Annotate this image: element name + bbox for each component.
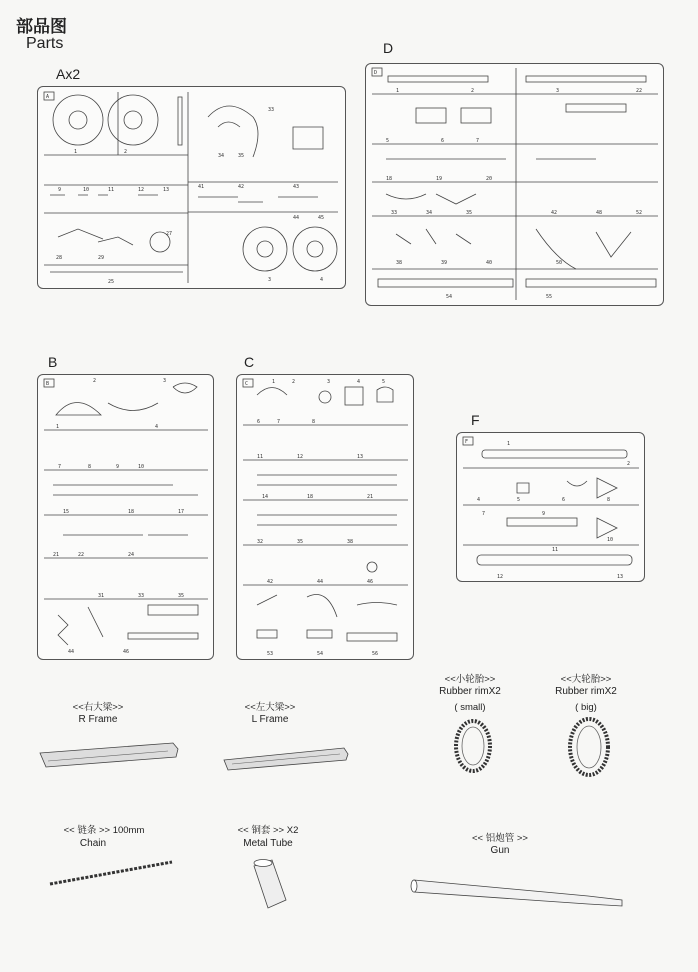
svg-text:6: 6 <box>562 497 566 503</box>
svg-text:31: 31 <box>98 593 105 599</box>
l-frame-en: L Frame <box>251 714 289 725</box>
metal-tube-cn: << 铜套 >> X2 <box>237 825 299 836</box>
svg-text:42: 42 <box>551 210 558 216</box>
svg-text:11: 11 <box>108 187 115 193</box>
svg-text:33: 33 <box>138 593 145 599</box>
svg-text:4: 4 <box>477 497 481 503</box>
svg-text:1: 1 <box>74 149 78 155</box>
gun-cn: << 铝炮管 >> <box>472 833 528 844</box>
svg-text:10: 10 <box>607 537 614 543</box>
svg-text:35: 35 <box>466 210 473 216</box>
svg-text:8: 8 <box>607 497 611 503</box>
rubber-big-en: Rubber rimX2 <box>555 686 617 697</box>
svg-text:38: 38 <box>396 260 403 266</box>
svg-text:10: 10 <box>83 187 90 193</box>
svg-text:34: 34 <box>426 210 433 216</box>
chain-cn: << 链条 >> 100mm <box>63 825 145 836</box>
r-frame-drawing <box>38 735 180 769</box>
svg-text:9: 9 <box>542 511 546 517</box>
svg-text:B: B <box>46 381 50 387</box>
svg-text:43: 43 <box>293 184 300 190</box>
svg-text:12: 12 <box>497 574 504 580</box>
svg-text:3: 3 <box>327 379 331 385</box>
svg-text:20: 20 <box>486 176 493 182</box>
svg-text:5: 5 <box>386 138 390 144</box>
rubber-small-en: Rubber rimX2 <box>439 686 501 697</box>
svg-text:45: 45 <box>318 215 325 221</box>
svg-text:46: 46 <box>367 579 374 585</box>
svg-text:2: 2 <box>292 379 296 385</box>
sprue-b <box>37 374 214 660</box>
rubber-big-ring <box>566 716 612 778</box>
svg-text:22: 22 <box>78 552 85 558</box>
svg-text:3: 3 <box>268 277 272 283</box>
svg-text:13: 13 <box>357 454 364 460</box>
svg-text:56: 56 <box>372 651 379 657</box>
sprue-a <box>37 86 346 289</box>
sprue-a-label: Ax2 <box>56 66 81 82</box>
sprue-f <box>456 432 645 582</box>
svg-text:D: D <box>374 70 378 76</box>
svg-text:10: 10 <box>138 464 145 470</box>
metal-tube-drawing <box>248 856 292 914</box>
svg-text:11: 11 <box>257 454 264 460</box>
svg-text:21: 21 <box>367 494 374 500</box>
l-frame-cn: <<左大梁>> <box>244 702 296 713</box>
svg-text:46: 46 <box>123 649 130 655</box>
svg-text:2: 2 <box>471 88 475 94</box>
svg-text:6: 6 <box>441 138 445 144</box>
svg-text:44: 44 <box>293 215 300 221</box>
svg-text:19: 19 <box>436 176 443 182</box>
svg-text:33: 33 <box>391 210 398 216</box>
svg-text:9: 9 <box>116 464 120 470</box>
svg-text:13: 13 <box>163 187 170 193</box>
svg-text:40: 40 <box>486 260 493 266</box>
svg-text:29: 29 <box>98 255 105 261</box>
sprue-c-label: C <box>244 354 255 370</box>
svg-text:7: 7 <box>277 419 281 425</box>
svg-text:13: 13 <box>617 574 624 580</box>
svg-text:39: 39 <box>441 260 448 266</box>
svg-text:7: 7 <box>476 138 480 144</box>
l-frame-drawing <box>222 740 350 774</box>
svg-text:34: 34 <box>218 153 225 159</box>
svg-text:4: 4 <box>155 424 159 430</box>
svg-text:42: 42 <box>267 579 274 585</box>
svg-text:2: 2 <box>124 149 128 155</box>
svg-text:3: 3 <box>163 378 167 384</box>
rubber-big-size: ( big) <box>575 702 597 713</box>
sprue-b-label: B <box>48 354 58 370</box>
svg-text:21: 21 <box>53 552 60 558</box>
rubber-small-ring <box>452 718 494 774</box>
svg-text:24: 24 <box>128 552 135 558</box>
svg-text:52: 52 <box>636 210 643 216</box>
svg-text:35: 35 <box>297 539 304 545</box>
svg-text:4: 4 <box>320 277 324 283</box>
svg-text:1: 1 <box>272 379 276 385</box>
svg-text:C: C <box>245 381 249 387</box>
sprue-c-drawing <box>237 375 413 659</box>
sprue-d <box>365 63 664 306</box>
svg-text:38: 38 <box>347 539 354 545</box>
rubber-big-cn: <<大轮胎>> <box>560 674 612 685</box>
svg-text:42: 42 <box>238 184 245 190</box>
sprue-b-drawing <box>38 375 213 659</box>
svg-text:11: 11 <box>552 547 559 553</box>
svg-text:17: 17 <box>178 509 185 515</box>
svg-text:35: 35 <box>238 153 245 159</box>
sprue-a-drawing <box>38 87 345 288</box>
svg-text:35: 35 <box>178 593 185 599</box>
page-title-en: Parts <box>26 35 64 52</box>
svg-text:14: 14 <box>262 494 269 500</box>
r-frame-en: R Frame <box>78 714 118 725</box>
metal-tube-en: Metal Tube <box>243 838 293 849</box>
r-frame-cn: <<右大梁>> <box>72 702 124 713</box>
svg-text:50: 50 <box>556 260 563 266</box>
svg-text:28: 28 <box>56 255 63 261</box>
svg-text:15: 15 <box>63 509 70 515</box>
svg-text:44: 44 <box>68 649 75 655</box>
svg-text:1: 1 <box>56 424 60 430</box>
rubber-small-cn: <<小轮胎>> <box>444 674 496 685</box>
svg-text:32: 32 <box>257 539 264 545</box>
sprue-d-drawing <box>366 64 663 305</box>
rubber-small-size: ( small) <box>454 702 486 713</box>
svg-text:33: 33 <box>268 107 275 113</box>
svg-text:48: 48 <box>596 210 603 216</box>
svg-text:12: 12 <box>138 187 145 193</box>
svg-text:8: 8 <box>312 419 316 425</box>
sprue-d-label: D <box>383 40 394 56</box>
svg-text:5: 5 <box>382 379 386 385</box>
sprue-f-label: F <box>471 412 480 428</box>
svg-text:18: 18 <box>307 494 314 500</box>
svg-text:8: 8 <box>88 464 92 470</box>
svg-text:18: 18 <box>386 176 393 182</box>
svg-text:54: 54 <box>446 294 453 300</box>
svg-text:44: 44 <box>317 579 324 585</box>
chain-en: Chain <box>79 838 107 849</box>
svg-text:55: 55 <box>546 294 553 300</box>
svg-text:4: 4 <box>357 379 361 385</box>
svg-text:6: 6 <box>257 419 261 425</box>
svg-text:54: 54 <box>317 651 324 657</box>
svg-text:5: 5 <box>517 497 521 503</box>
svg-text:22: 22 <box>636 88 643 94</box>
svg-text:2: 2 <box>93 378 97 384</box>
svg-text:3: 3 <box>556 88 560 94</box>
svg-text:18: 18 <box>128 509 135 515</box>
svg-text:A: A <box>46 94 50 100</box>
svg-text:25: 25 <box>108 279 115 285</box>
sprue-c <box>236 374 414 660</box>
svg-text:F: F <box>465 439 469 445</box>
svg-text:1: 1 <box>396 88 400 94</box>
page-title-cn: 部品图 <box>16 17 67 36</box>
sprue-f-drawing <box>457 433 644 581</box>
svg-text:2: 2 <box>627 461 631 467</box>
svg-text:27: 27 <box>166 231 173 237</box>
svg-text:7: 7 <box>482 511 486 517</box>
svg-text:1: 1 <box>507 441 511 447</box>
svg-text:12: 12 <box>297 454 304 460</box>
svg-text:53: 53 <box>267 651 274 657</box>
gun-drawing <box>408 870 632 914</box>
svg-text:41: 41 <box>198 184 205 190</box>
gun-en: Gun <box>490 845 510 856</box>
svg-text:9: 9 <box>58 187 62 193</box>
chain-drawing <box>46 858 178 890</box>
svg-text:7: 7 <box>58 464 62 470</box>
